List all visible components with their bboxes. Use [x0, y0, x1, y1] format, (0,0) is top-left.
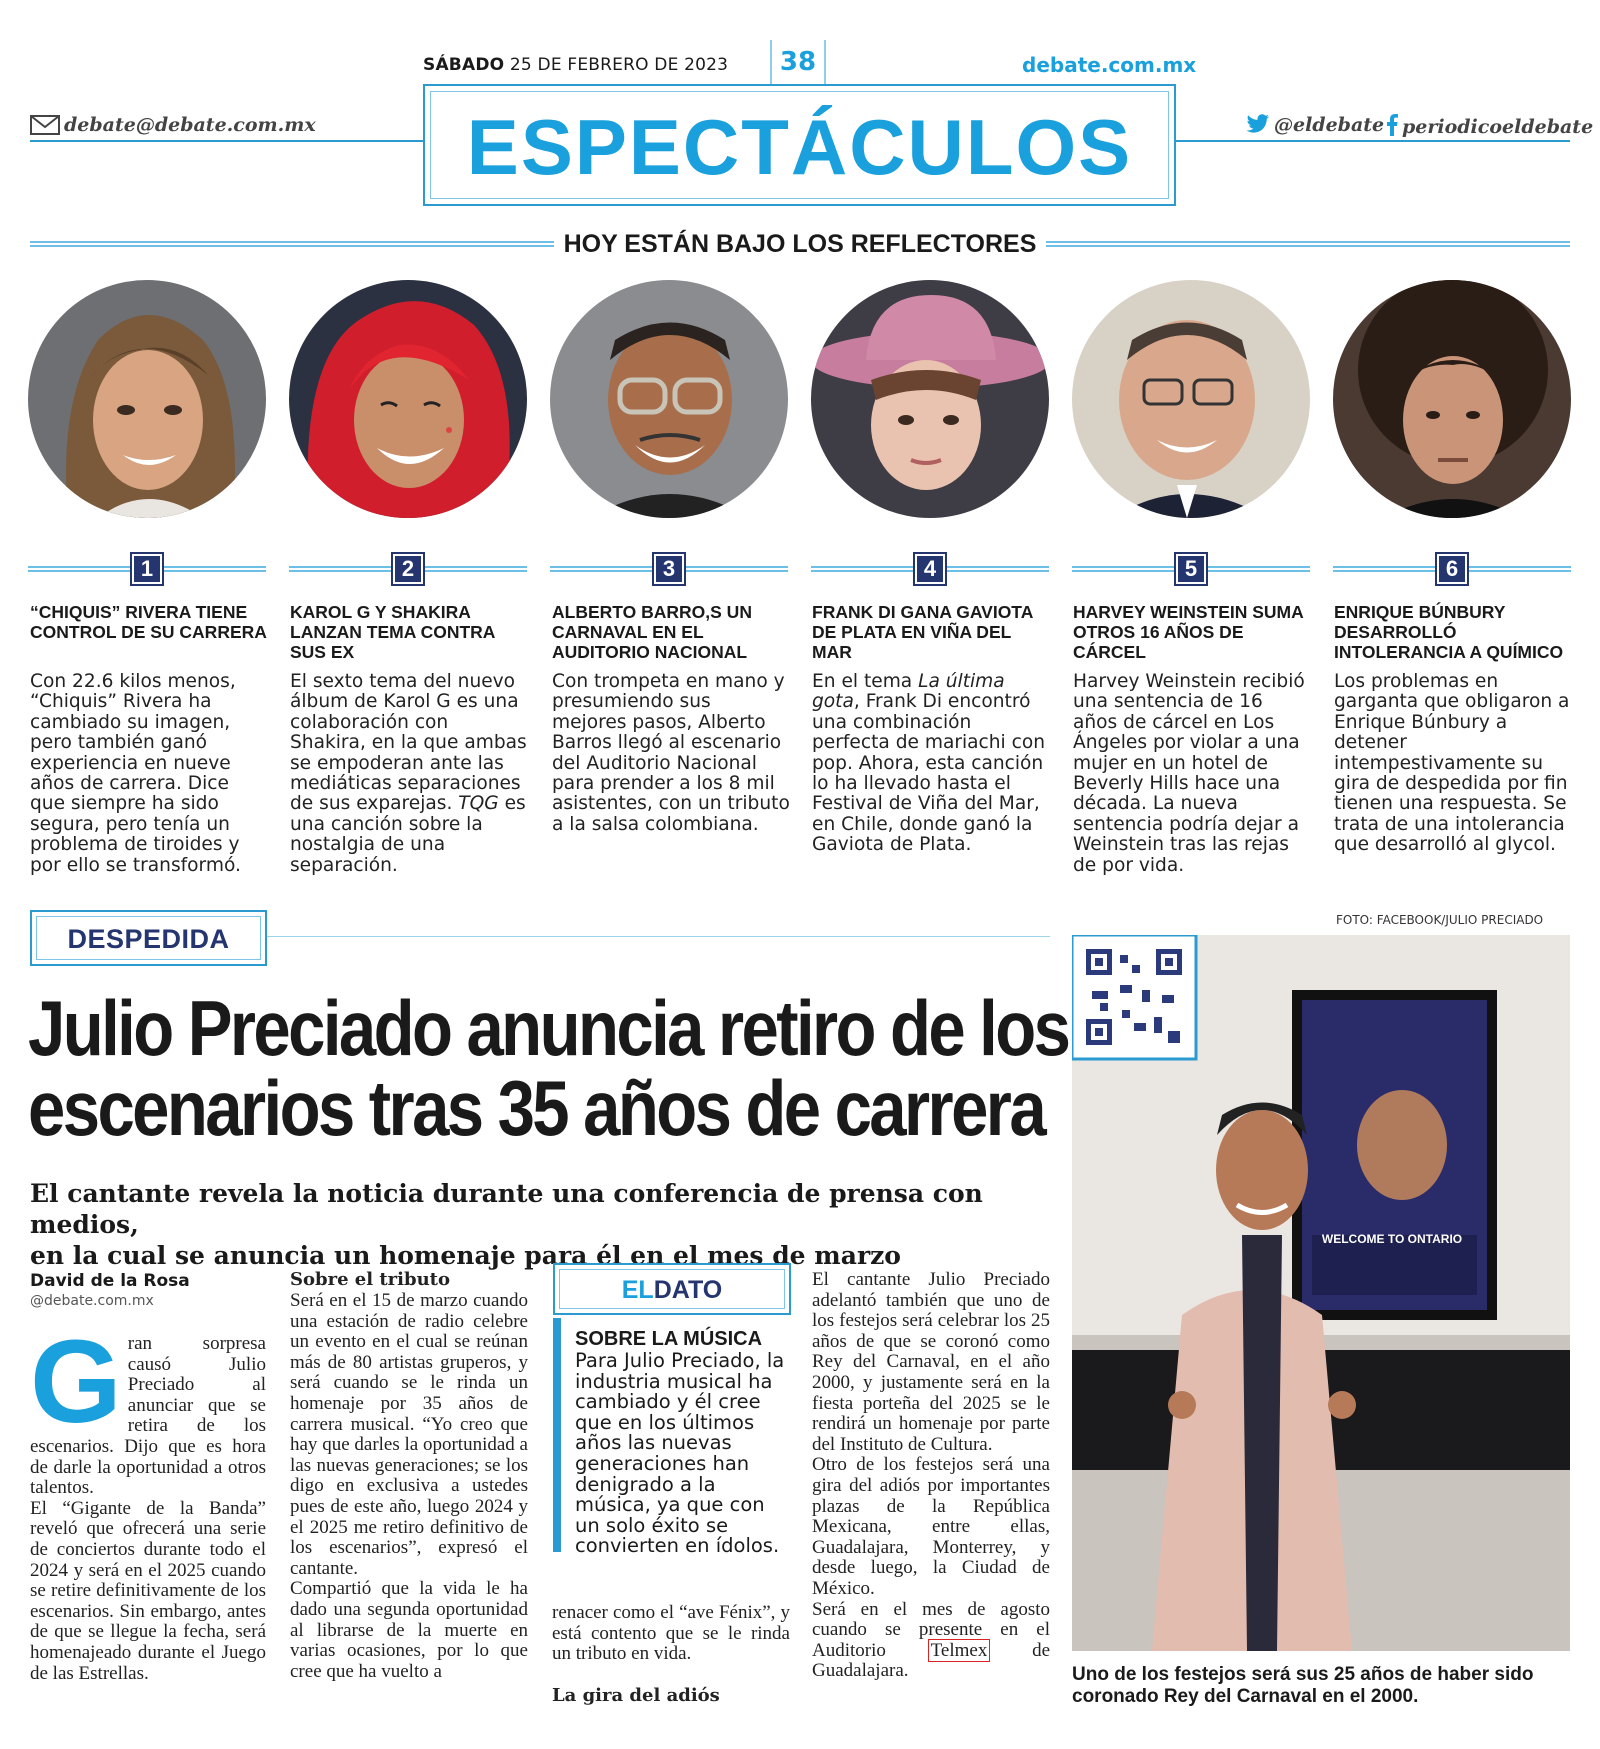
subtitle-gira: La gira del adiós: [552, 1684, 720, 1706]
envelope-icon: [30, 115, 60, 135]
item-body: El sexto tema del nuevo álbum de Karol G es una colaboración con Shakira, en la que ambas se empoderan ante las mediáticas separaciones de sus exparejas. TQG es una canción sobre la nostalgia de una separación.: [290, 671, 527, 876]
poster-text: WELCOME TO ONTARIO: [1321, 1232, 1463, 1246]
story-column-3: renacer como el “ave Fénix”, y está contento que se le rinda un tributo en vida. La gira del adiós: [552, 1602, 790, 1706]
portrait-chiquis: [28, 280, 266, 518]
reflectores-heading: HOY ESTÁN BAJO LOS REFLECTORES: [0, 230, 1600, 259]
item-body: Los problemas en garganta que obligaron a Enrique Búnbury a detener intempestivamente su gira de despedida por fin tienen una respuesta. Se trata de una intolerancia que desarrolló al glycol.: [1334, 671, 1570, 856]
item-number: 4: [917, 556, 943, 582]
section-header: [423, 84, 1176, 206]
item-body: Harvey Weinstein recibió una sentencia de 16 años de cárcel en Los Ángeles por violar a una mujer en un hotel de Beverly Hills hace una década. La nueva sentencia podría dejar a Weinstein tras las rejas de por vida.: [1073, 671, 1305, 876]
item-number-row: [811, 552, 1049, 586]
portrait-enrique-bunbury: [1333, 280, 1571, 518]
item-title: “CHIQUIS” RIVERA TIENE CONTROL DE SU CARRERA: [30, 602, 267, 642]
item-title: ALBERTO BARRO,S UN CARNAVAL EN EL AUDITORIO NACIONAL: [552, 602, 752, 662]
el-dato-box: [553, 1318, 791, 1558]
item-number: 5: [1178, 556, 1204, 582]
item-title: HARVEY WEINSTEIN SUMA OTROS 16 AÑOS DE CÁRCEL: [1073, 602, 1304, 662]
author-name: David de la Rosa: [30, 1271, 190, 1291]
item-title: ENRIQUE BÚNBURY DESARROLLÓ INTOLERANCIA A QUÍMICO: [1334, 602, 1564, 662]
author-handle: @debate.com.mx: [30, 1293, 154, 1309]
photo-credit: FOTO: FACEBOOK/JULIO PRECIADO: [1336, 913, 1544, 927]
story-column-1: G ran sorpresa causó Julio Preciado al anunciar que se retira de los escenarios. Dijo que es hora de darle la oportunidad a otros talentos. El “Gigante de la Banda” reveló que ofrecerá una serie de conciertos durante todo el 2024 y será en el 2025 cuando se retire definitivamente de los escenarios. Sin embargo, antes de que se llegue la fecha, será homenajeado durante el Juego de las Estrellas.: [30, 1316, 266, 1684]
twitter-icon: [1246, 114, 1270, 134]
story-column-2: Sobre el tributo Será en el 15 de marzo cuando una estación de radio celebre un evento en el cual se reúnan más de 80 artistas gruperos, y será cuando se le rinda un homenaje por 35 años de carrera musical. “Yo creo que hay que darles la oportunidad a las nuevas generaciones; se los digo en exclusiva a ustedes pues de este año, luego 2024 y el 2025 me retiro definitivo de los escenarios”, expresó el cantante. Compartió que la vida le ha dado una segunda oportunidad al librarse de la muerte en varias ocasiones, por lo que cree que ha vuelto a: [290, 1269, 528, 1682]
story-headline: Julio Preciado anuncia retiro de los escenarios tras 35 años de carrera: [28, 984, 1069, 1152]
story-column-4: El cantante Julio Preciado adelantó también que uno de los festejos será celebrar los 25 años de que se coronó como Rey del Carnaval, en el año 2000, y justamente será en la fiesta porteña del 2025 se le rendirá un homenaje por parte del Instituto de Cultura. Otro de los festejos será una gira del adiós por importantes plazas de la República Mexicana, entre ellas, Guadalajara, Monterrey, y desde luego, la Ciudad de México. Será en el mes de agosto cuando se presente en el Auditorio Telmex de Guadalajara.: [812, 1269, 1050, 1682]
kicker-rule: [267, 936, 1050, 937]
item-number: 2: [395, 556, 421, 582]
item-title: FRANK DI GANA GAVIOTA DE PLATA EN VIÑA DEL MAR: [812, 602, 1033, 662]
portrait-frank-di: [811, 280, 1049, 518]
page-number: 38: [770, 40, 826, 84]
item-body: Con 22.6 kilos menos, “Chiquis” Rivera ha cambiado su imagen, pero también ganó experiencia en nueve años de carrera. Dice que siempre ha sido segura, pero tenía un problema de tiroides y por ello se transformó.: [30, 671, 241, 876]
dropcap: G: [30, 1316, 122, 1448]
item-body: En el tema La última gota, Frank Di encontró una combinación perfecta de mariachi con pop. Ahora, esta canción lo ha llevado hasta el Festival de Viña del Mar, en Chile, donde ganó la Gaviota de Plata.: [812, 671, 1046, 856]
story-kicker: DESPEDIDA: [30, 910, 267, 966]
facebook-icon: [1386, 114, 1398, 136]
item-number: 6: [1439, 556, 1465, 582]
dato-title: SOBRE LA MÚSICA: [575, 1328, 763, 1350]
item-number-row: [1333, 552, 1571, 586]
item-number-row: [289, 552, 527, 586]
item-number: 1: [134, 556, 160, 582]
header-rule-left: [30, 140, 423, 142]
el-dato-label: ELDATO: [553, 1263, 791, 1315]
item-number: 3: [656, 556, 682, 582]
telmex-tag: Telmex: [928, 1639, 991, 1662]
item-title: KAROL G Y SHAKIRA LANZAN TEMA CONTRA SUS EX: [290, 602, 495, 662]
item-body: Con trompeta en mano y presumiendo sus mejores pasos, Alberto Barros llegó al escenario del Auditorio Nacional para prender a los 8 mil asistentes, con un tributo a la salsa colombiana.: [552, 671, 790, 835]
photo-caption: Uno de los festejos será sus 25 años de haber sido coronado Rey del Carnaval en el 2000.: [1072, 1664, 1534, 1707]
contact-email[interactable]: debate@debate.com.mx: [30, 114, 316, 136]
header-rule-right: [1176, 140, 1570, 142]
section-title: ESPECTÁCULOS: [466, 103, 1133, 191]
portrait-alberto-barros: [550, 280, 788, 518]
portrait-karol-g: [289, 280, 527, 518]
site-link[interactable]: debate.com.mx: [1022, 53, 1197, 77]
facebook-handle[interactable]: periodicoeldebate: [1386, 114, 1593, 138]
story-photo: [1072, 935, 1570, 1651]
portrait-harvey-weinstein: [1072, 280, 1310, 518]
twitter-handle[interactable]: @eldebate: [1246, 114, 1384, 136]
subtitle-tributo: Sobre el tributo: [290, 1269, 450, 1290]
issue-date: SÁBADO 25 DE FEBRERO DE 2023: [423, 55, 729, 75]
item-number-row: [1072, 552, 1310, 586]
story-subhead: El cantante revela la noticia durante una conferencia de prensa con medios, en la cual se anuncia un homenaje para él en el mes de marzo: [30, 1179, 983, 1270]
item-number-row: [28, 552, 266, 586]
item-number-row: [550, 552, 788, 586]
dato-body: Para Julio Preciado, la industria musical ha cambiado y él cree que en los últimos años las nuevas generaciones han denigrado a la música, ya que con un solo éxito se convierten en ídolos.: [575, 1349, 785, 1558]
